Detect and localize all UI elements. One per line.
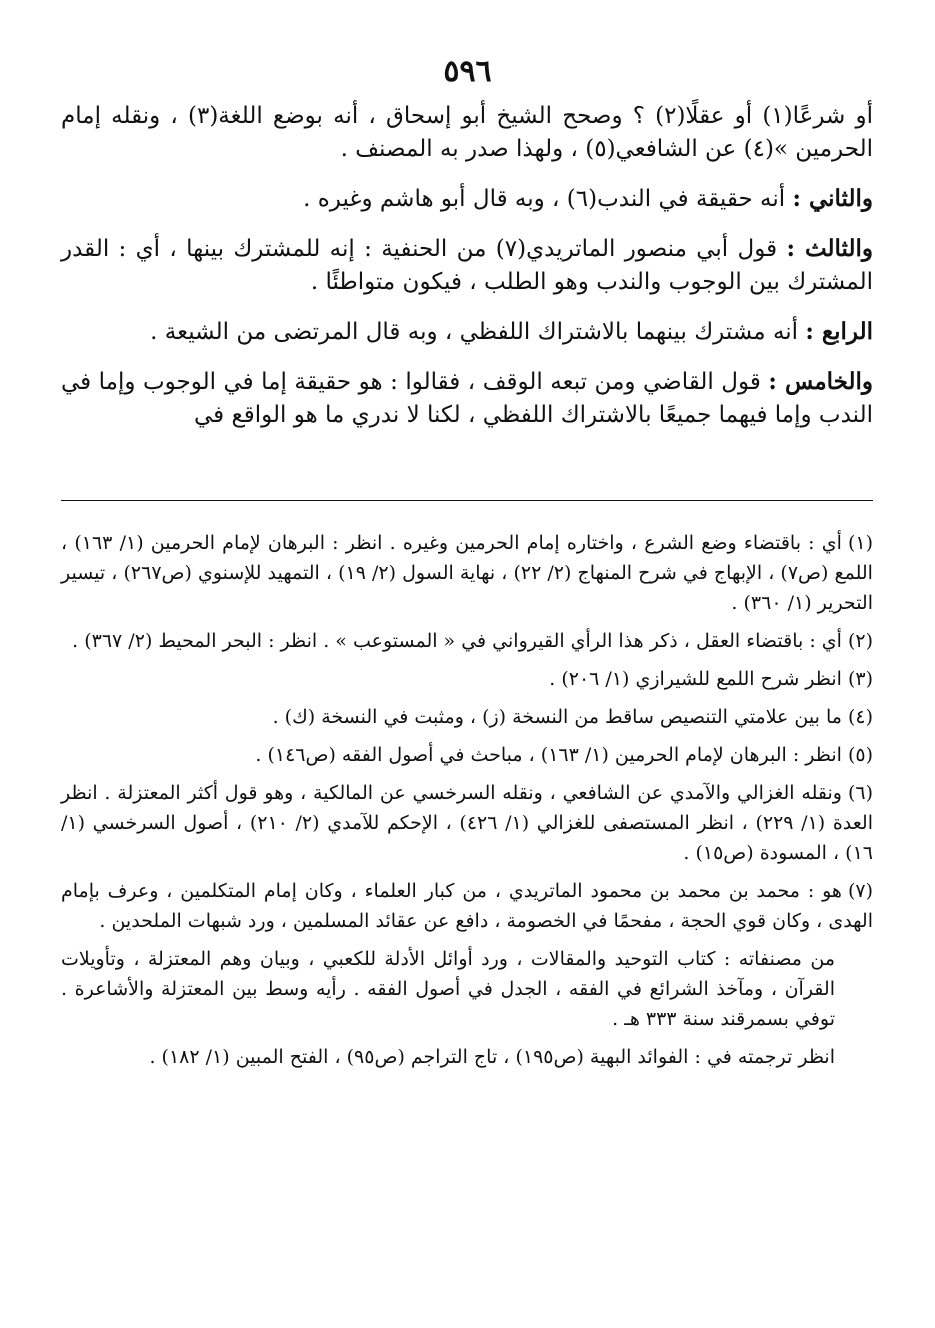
paragraph-text: أنه حقيقة في الندب(٦) ، وبه قال أبو هاشم وغيره . [303,186,793,212]
footnote-1 [61,528,873,618]
page-number: ٥٩٦ [443,54,492,89]
footnote-7 [61,876,873,936]
footnote-text: هو : محمد بن محمد بن محمود الماتريدي ، من كبار العلماء ، وكان إمام المتكلمين ، وعرف بإمام الهدى ، وكان قوي الحجة ، مفحمًا في الخصومة ، دافع عن عقائد المسلمين ، ورد شبهات الملحدين . [61,880,873,932]
footnote-number: (٥) [847,744,873,766]
footnote-3 [61,664,873,694]
footnote-text: انظر شرح اللمع للشيرازي (١/ ٢٠٦) . [549,668,842,690]
footnote-7-works: من مصنفاته : كتاب التوحيد والمقالات ، ورد أوائل الأدلة للكعبي ، وبيان وهم المعتزلة ، وتأويلات القرآن ، ومآخذ الشرائع في الفقه ، الجدل في أصول الفقه . رأيه وسط بين المعتزلة والأشاعرة . توفي بسمرقند سنة ٣٣٣ هـ . [61,948,835,1030]
footnote-text: أي : باقتضاء العقل ، ذكر هذا الرأي القيرواني في « المستوعب » . انظر : البحر المحيط (٢/ ٣٦٧) . [72,630,842,652]
footnote-number: (٦) [847,782,873,804]
footnote-4 [61,702,873,732]
paragraph-text: قول أبي منصور الماتريدي(٧) من الحنفية : إنه للمشترك بينها ، أي : القدر المشترك بين الوجوب والندب وهو الطلب ، فيكون متواطئًا . [61,236,873,295]
footnote-6 [61,778,873,868]
footnote-number: (٢) [847,630,873,652]
footnote-number: (٧) [847,880,873,902]
main-paragraph-5 [61,365,873,432]
paragraph-lead: والثالث : [786,235,873,262]
paragraph-lead: والخامس : [768,368,873,395]
main-paragraph-1 [61,100,873,166]
footnote-text: انظر : البرهان لإمام الحرمين (١/ ١٦٣) ، مباحث في أصول الفقه (ص١٤٦) . [255,744,842,766]
footnote-5 [61,740,873,770]
paragraph-text: أنه مشترك بينهما بالاشتراك اللفظي ، وبه قال المرتضى من الشيعة . [150,319,806,345]
main-paragraph-2 [61,182,873,216]
paragraph-text: أو شرعًا(١) أو عقلًا(٢) ؟ وصحح الشيخ أبو إسحاق ، أنه بوضع اللغة(٣) ، ونقله إمام الحرمين »(٤) عن الشافعي(٥) ، ولهذا صدر به المصنف . [61,103,873,162]
footnote-number: (٣) [847,668,873,690]
paragraph-text: قول القاضي ومن تبعه الوقف ، فقالوا : هو حقيقة إما في الوجوب وإما في الندب وإما فيهما جميعًا بالاشتراك اللفظي ، لكنا لا ندري ما هو الواقع في [61,369,873,428]
footnotes [61,528,873,1080]
footnote-text: ما بين علامتي التنصيص ساقط من النسخة (ز) ، ومثبت في النسخة (ك) . [272,706,842,728]
footnote-divider [61,500,873,501]
main-text [61,100,873,443]
main-paragraph-4 [61,315,873,349]
footnote-7-sources: انظر ترجمته في : الفوائد البهية (ص١٩٥) ، تاج التراجم (ص٩٥) ، الفتح المبين (١/ ١٨٢) . [149,1046,835,1068]
footnote-text: ونقله الغزالي والآمدي عن الشافعي ، ونقله السرخسي عن المالكية ، وهو قول أكثر المعتزلة . انظر العدة (١/ ٢٢٩) ، انظر المستصفى للغزالي (١/ ٤٢٦) ، الإحكم للآمدي (٢/ ٢١٠) ، أصول السرخسي (١/ ١٦) ، المسودة (ص١٥) . [61,782,874,864]
footnote-2 [61,626,873,656]
paragraph-lead: والثاني : [792,185,873,212]
footnote-text: أي : باقتضاء وضع الشرع ، واختاره إمام الحرمين وغيره . انظر : البرهان لإمام الحرمين (١/ ١٦٣) ، اللمع (ص٧) ، الإبهاج في شرح المنهاج (٢/ ٢٢) ، نهاية السول (٢/ ١٩) ، التمهيد للإسنوي (ص٢٦٧) ، تيسير التحرير (١/ ٣٦٠) . [61,532,873,614]
paragraph-lead: الرابع : [805,318,873,345]
footnote-number: (٤) [847,706,873,728]
footnote-number: (١) [847,532,873,554]
main-paragraph-3 [61,232,873,299]
